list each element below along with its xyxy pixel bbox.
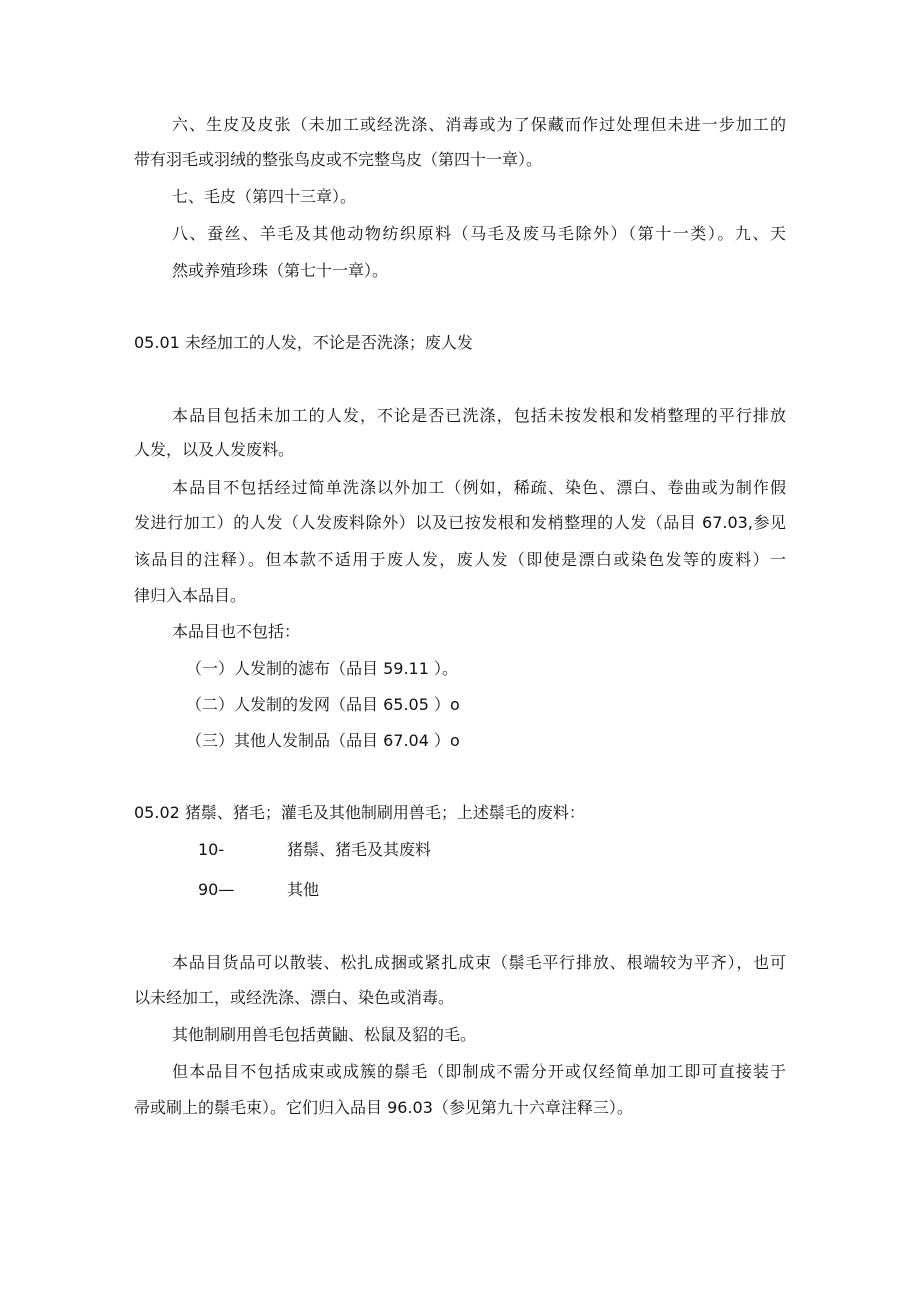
subheading-desc: 猪鬃、猪毛及其废料	[287, 840, 432, 859]
body-0501-p2-line4: 律归入本品目。	[134, 586, 247, 605]
item8-line1: 八、蚕丝、羊毛及其他动物纺织原料（马毛及废马毛除外）（第十一类）。九、天	[172, 224, 786, 243]
body-0501-p2-line1: 本品目不包括经过简单洗涤以外加工（例如，稀疏、染色、漂白、卷曲或为制作假	[172, 478, 786, 497]
subheading-code: 90—	[198, 880, 235, 899]
body-0502-p1-line1: 本品目货品可以散装、松扎成捆或紧扎成束（鬃毛平行排放、根端较为平齐），也可	[172, 953, 786, 972]
heading-0502: 05.02 猪鬃、猪毛；灌毛及其他制刷用兽毛；上述鬃毛的废料：	[134, 803, 585, 822]
item6-line2: 带有羽毛或羽绒的整张鸟皮或不完整鸟皮（第四十一章）。	[134, 150, 543, 169]
body-0502-p3-line2: 帚或刷上的鬃毛束）。它们归入品目 96.03（参见第九十六章注释三）。	[134, 1098, 633, 1117]
body-0501-p2-line3: 该品目的注释）。但本款不适用于废人发，废人发（即使是漂白或染色发等的废料）一	[134, 550, 786, 569]
body-0501-p1-line1: 本品目包括未加工的人发，不论是否已洗涤，包括未按发根和发梢整理的平行排放	[172, 406, 786, 425]
body-0501-p3: 本品目也不包括：	[172, 622, 301, 641]
item6-line1: 六、生皮及皮张（未加工或经洗涤、消毒或为了保藏而作过处理但未进一步加工的	[172, 115, 786, 134]
body-0501-p1-line2: 人发，以及人发废料。	[134, 440, 295, 459]
body-0502-p1-line2: 以未经加工，或经洗涤、漂白、染色或消毒。	[134, 988, 455, 1007]
subheading-code: 10-	[198, 840, 225, 859]
body-0502-p3-line1: 但本品目不包括成束或成簇的鬃毛（即制成不需分开或仅经简单加工即可直接装于	[172, 1062, 786, 1081]
exclusion-item-1: （一）人发制的滤布（品目 59.11 ）。	[186, 659, 458, 678]
heading-0501: 05.01 未经加工的人发，不论是否洗涤；废人发	[134, 333, 473, 352]
item7: 七、毛皮（第四十三章）。	[172, 187, 357, 206]
exclusion-item-2: （二）人发制的发网（品目 65.05 ）o	[186, 695, 460, 714]
subheading-desc: 其他	[287, 880, 320, 899]
body-0502-p2: 其他制刷用兽毛包括黄鼬、松鼠及貂的毛。	[172, 1025, 477, 1044]
body-0501-p2-line2: 发进行加工）的人发（人发废料除外）以及已按发根和发梢整理的人发（品目 67.03,参见	[134, 513, 786, 532]
exclusion-item-3: （三）其他人发制品（品目 67.04 ）o	[186, 731, 460, 750]
item8-line2: 然或养殖珍珠（第七十一章）。	[172, 261, 389, 280]
